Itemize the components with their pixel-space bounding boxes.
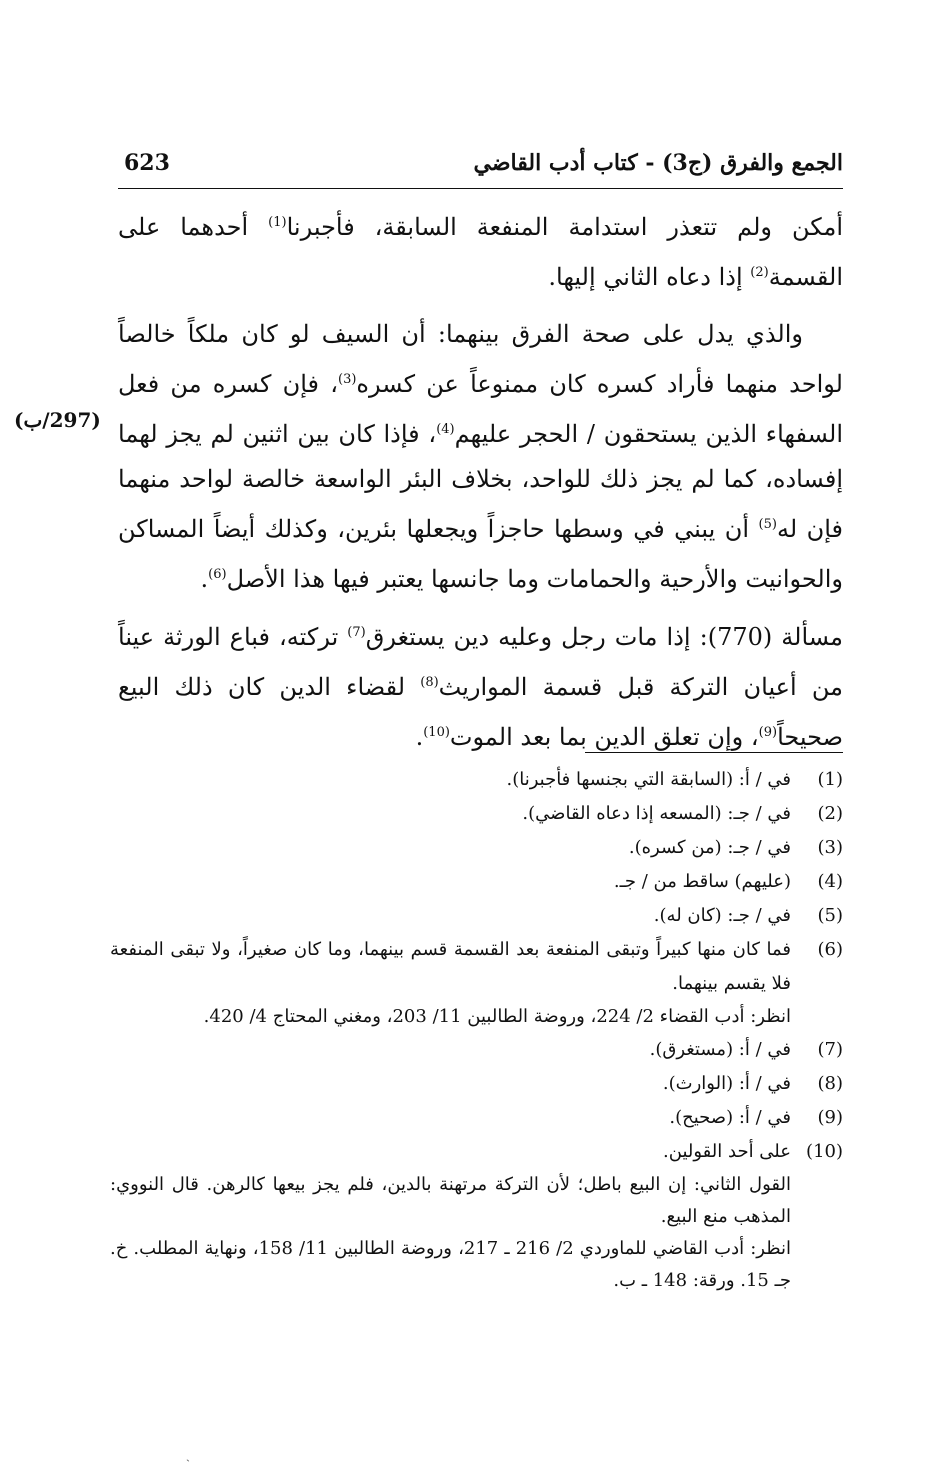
manuscript-folio-marker: (297/ب) <box>14 408 101 432</box>
footnote-1: (1) في / أ: (السابقة التي بجنسها فأجبرنا). <box>506 769 843 790</box>
footnote-ref-2[interactable]: (2) <box>750 265 769 280</box>
footnote-ref-9[interactable]: (9) <box>758 725 778 740</box>
scan-speck: ˏ <box>186 1448 190 1462</box>
paragraph-masala-770: مسألة (770): إذا مات رجل وعليه دين يستغرق$^{(7)}$ تركته، فباع الورثة عيناً من أعيان التركة قبل قسمة المواريث$^{(8)}$ لقضاء الدين كان ذلك البيع صحيحاً$^{(9)}$، وإن تعلق الدين بما بعد الموت$^{(10)}$. <box>118 623 844 751</box>
page-number: 623 <box>124 150 170 176</box>
footnote-7: (7) في / أ: (مستغرق). <box>649 1039 843 1060</box>
footnote-ref-5[interactable]: (5) <box>758 517 777 532</box>
paragraph-1: أمكن ولم تتعذر استدامة المنفعة السابقة، فأجبرنا$^{(1)}$ أحدهما على القسمة$^{(2)}$ إذا دعاه الثاني إليها. <box>118 213 843 291</box>
running-title: الجمع والفرق (ج3) - كتاب أدب القاضي <box>473 150 843 176</box>
footnote-5: (5) في / جـ: (كان له). <box>653 905 843 926</box>
running-header <box>118 148 843 189</box>
footnote-ref-7[interactable]: (7) <box>347 625 366 640</box>
paragraph-2: والذي يدل على صحة الفرق بينهما: أن السيف لو كان ملكاً خالصاً لواحد منهما فأراد كسره كان ممنوعاً عن كسره$^{(3)}$، فإن كسره من فعل السفهاء الذين يستحقون / الحجر عليهم$^{(4)}$، فإذا كان بين اثنين لم يجز لهما إفساده، كما لم يجز ذلك للواحد، بخلاف البئر الواسعة خالصة لواحد منهما فإن له$^{(5)}$ أن يبني في وسطها حاجزاً ويجعلها بئرين، وكذلك أيضاً المساكن والحوانيت والأرحية والحمامات وما جانسها يعتبر فيها هذا الأصل$^{(6)}$. <box>118 320 844 593</box>
footnote-2: (2) في / جـ: (المسعه إذا دعاه القاضي). <box>522 803 843 824</box>
footnote-ref-4[interactable]: (4) <box>436 422 455 437</box>
footnote-6: (6) فما كان منها كبيراً وتبقى المنفعة بعد القسمة قسم بينهما، وما كان صغيراً، ولا تبقى المنفعة فلا يقسم بينهما. <box>110 939 843 994</box>
footnote-ref-1[interactable]: (1) <box>268 215 287 230</box>
footnote-ref-8[interactable]: (8) <box>420 675 439 690</box>
footnotes <box>110 763 843 1297</box>
footnote-10: (10) على أحد القولين. <box>663 1141 843 1162</box>
footnote-10-second-opinion: القول الثاني: إن البيع باطل؛ لأن التركة مرتهنة بالدين، فلم يجز بيعها كالرهن. قال النووي: المذهب منع البيع. <box>110 1174 791 1227</box>
footnote-ref-3[interactable]: (3) <box>337 372 357 387</box>
footnote-ref-10[interactable]: (10) <box>423 725 450 740</box>
footnote-9: (9) في / أ: (صحيح). <box>669 1107 843 1128</box>
footnote-3: (3) في / جـ: (من كسره). <box>628 837 843 858</box>
footnote-10-reference: انظر: أدب القاضي للماوردي 2/ 216 ـ 217، وروضة الطالبين 11/ 158، ونهاية المطلب. خ. جـ 15. ورقة: 148 ـ ب. <box>110 1238 791 1291</box>
footnote-4: (4) (عليهم) ساقط من / جـ. <box>613 871 843 892</box>
footnote-ref-6[interactable]: (6) <box>208 567 227 582</box>
footnote-8: (8) في / أ: (الوارث). <box>662 1073 843 1094</box>
footnote-6-reference: انظر: أدب القضاء 2/ 224، وروضة الطالبين 11/ 203، ومغني المحتاج 4/ 420. <box>203 1006 791 1027</box>
footnote-separator <box>585 752 843 753</box>
